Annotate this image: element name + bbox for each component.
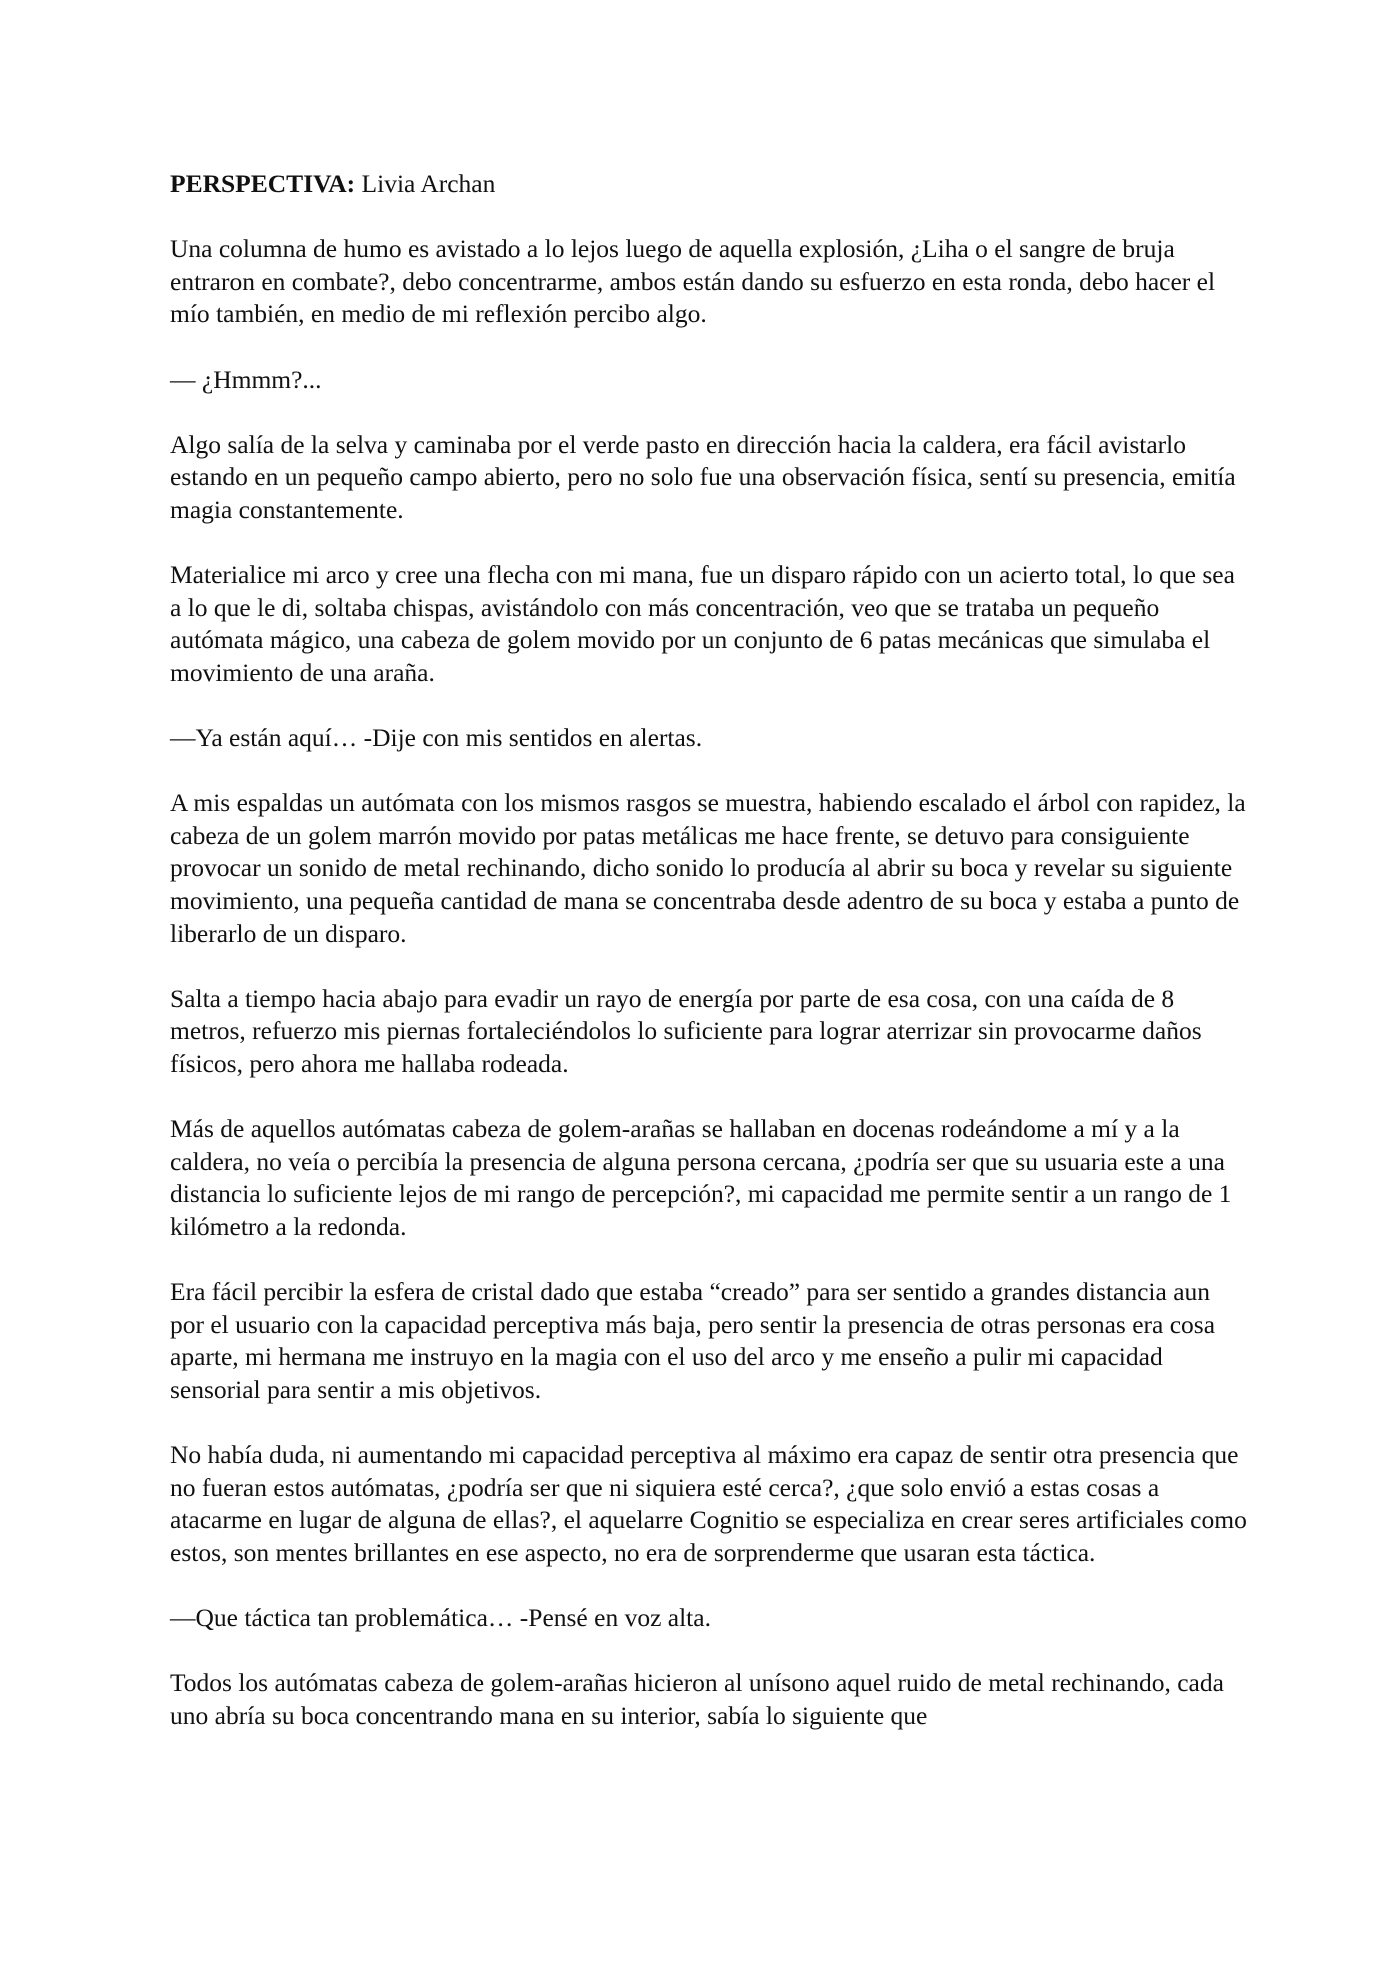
paragraph: Todos los autómatas cabeza de golem-arañas hicieron al unísono aquel ruido de metal rechinando, cada uno abría su boca concentrando mana en su interior, sabía lo siguiente que <box>170 1668 1224 1730</box>
paragraph: No había duda, ni aumentando mi capacidad perceptiva al máximo era capaz de sentir otra presencia que no fueran estos autómatas, ¿podría ser que ni siquiera esté cerca?, ¿que solo envió a estas cosas a atacarme en lugar de alguna de ellas?, el aquelarre Cognitio se especializa en crear seres artificiales como estos, son mentes brillantes en ese aspecto, no era de sorprenderme que usaran esta táctica. <box>170 1440 1247 1567</box>
perspective-character: Livia Archan <box>355 169 496 198</box>
perspective-heading <box>170 168 1250 201</box>
paragraph: Algo salía de la selva y caminaba por el verde pasto en dirección hacia la caldera, era fácil avistarlo estando en un pequeño campo abierto, pero no solo fue una observación física, sentí su presencia, emitía magia constantemente. <box>170 429 1236 524</box>
paragraph: Más de aquellos autómatas cabeza de golem-arañas se hallaban en docenas rodeándome a mí y a la caldera, no veía o percibía la presencia de alguna persona cercana, ¿podría ser que su usuaria este a una distancia lo suficiente lejos de mi rango de percepción?, mi capacidad me permite sentir a un rango de 1 kilómetro a la redonda. <box>170 1114 1232 1241</box>
paragraph: Salta a tiempo hacia abajo para evadir un rayo de energía por parte de esa cosa, con una caída de 8 metros, refuerzo mis piernas fortaleciéndolos lo suficiente para lograr aterrizar sin provocarme daños físicos, pero ahora me hallaba rodeada. <box>170 983 1202 1079</box>
dialogue-line: —Ya están aquí… -Dije con mis sentidos en alertas. <box>170 723 703 753</box>
paragraph: Una columna de humo es avistado a lo lejos luego de aquella explosión, ¿Liha o el sangre de bruja entraron en combate?, debo concentrarme, ambos están dando su esfuerzo en esta ronda, debo hacer el mío también, en medio de mi reflexión percibo algo. <box>170 234 1216 329</box>
perspective-label: PERSPECTIVA <box>170 169 347 198</box>
dialogue-line: —Que táctica tan problemática… -Pensé en voz alta. <box>170 1603 711 1633</box>
perspective-separator: : <box>346 169 356 198</box>
paragraph: Materialice mi arco y cree una flecha con mi mana, fue un disparo rápido con un acierto total, lo que sea a lo que le di, soltaba chispas, avistándolo con más concentración, veo que se trataba un pequeño autómata mágico, una cabeza de golem movido por un conjunto de 6 patas mecánicas que simulaba el movimiento de una araña. <box>170 560 1235 687</box>
dialogue-line: — ¿Hmmm?... <box>170 364 322 394</box>
paragraph: Era fácil percibir la esfera de cristal dado que estaba “creado” para ser sentido a grandes distancia aun por el usuario con la capacidad perceptiva más baja, pero sentir la presencia de otras personas era cosa aparte, mi hermana me instruyo en la magia con el uso del arco y me enseño a pulir mi capacidad sensorial para sentir a mis objetivos. <box>170 1277 1216 1404</box>
document-page <box>170 168 1250 1765</box>
paragraph: A mis espaldas un autómata con los mismos rasgos se muestra, habiendo escalado el árbol con rapidez, la cabeza de un golem marrón movido por patas metálicas me hace frente, se detuvo para consiguiente provocar un sonido de metal rechinando, dicho sonido lo producía al abrir su boca y revelar su siguiente movimiento, una pequeña cantidad de mana se concentraba desde adentro de su boca y estaba a punto de liberarlo de un disparo. <box>170 788 1246 948</box>
